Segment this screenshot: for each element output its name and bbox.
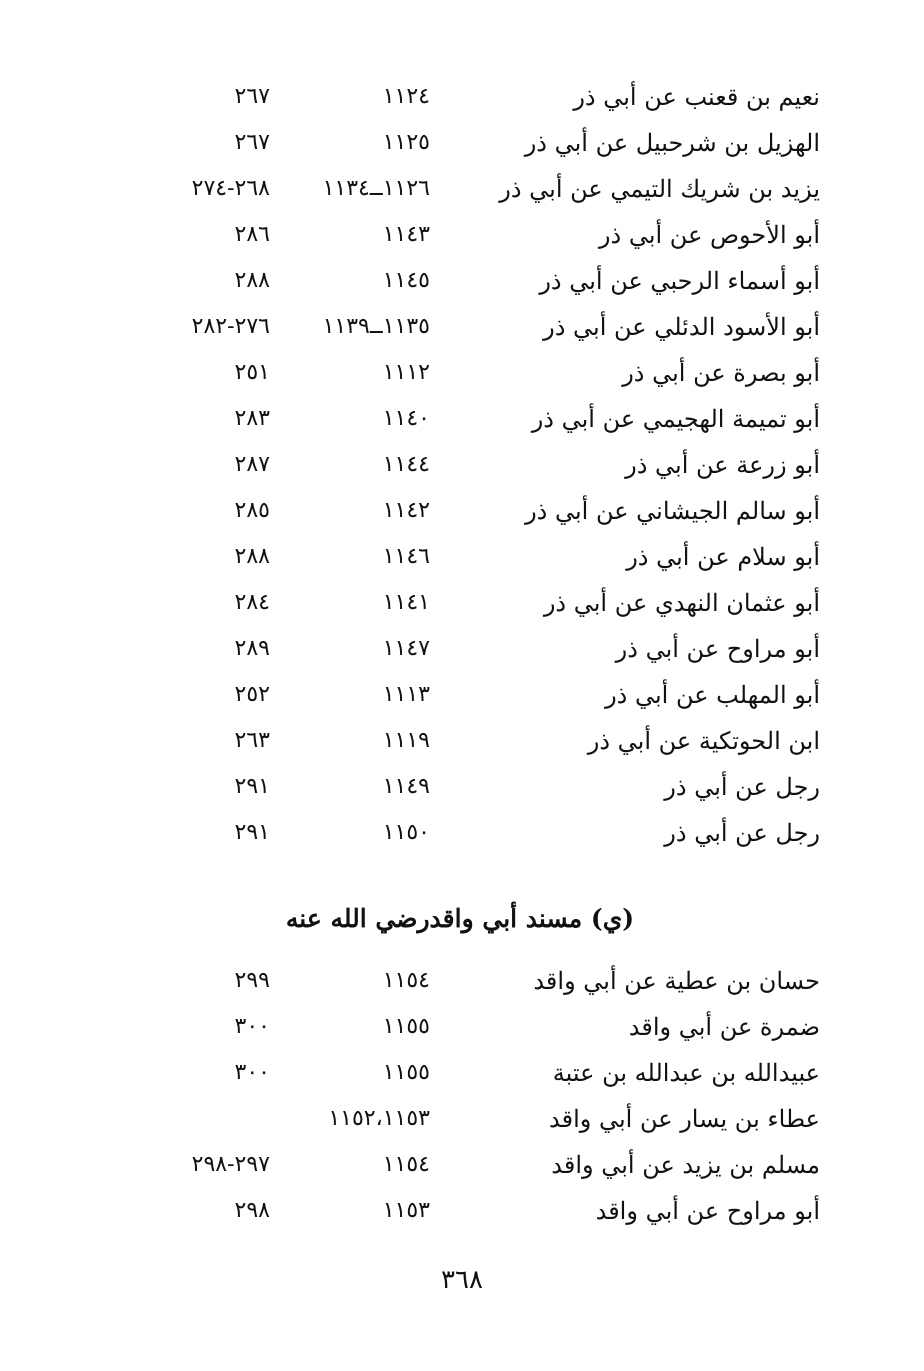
page-reference: ٢٩٨ [234, 1198, 270, 1223]
hadith-number: ١١٤٧ [382, 636, 430, 661]
hadith-number: ١١٣٥ــ١١٣٩ [322, 314, 430, 339]
hadith-number: ١١٥٤ [382, 1152, 430, 1177]
index-row [150, 396, 820, 442]
index-row [150, 764, 820, 810]
narrators-index-abu-dharr [150, 74, 820, 856]
hadith-number: ١١٥٠ [382, 820, 430, 845]
page-reference: ٢٨٣ [234, 406, 270, 431]
page-reference: ٢٨٤ [234, 590, 270, 615]
hadith-number: ١١٤٦ [382, 544, 430, 569]
narrator-chain: رجل عن أبي ذر [664, 819, 820, 847]
narrator-chain: أبو مراوح عن أبي ذر [615, 635, 820, 663]
index-row [150, 1096, 820, 1142]
narrator-chain: أبو تميمة الهجيمي عن أبي ذر [531, 405, 820, 433]
hadith-number: ١١٥٣ [382, 1198, 430, 1223]
hadith-number: ١١٤١ [382, 590, 430, 615]
index-row [150, 74, 820, 120]
hadith-number: ١١٥٥ [382, 1060, 430, 1085]
narrator-chain: أبو أسماء الرحبي عن أبي ذر [539, 267, 820, 295]
index-row [150, 350, 820, 396]
hadith-number: ١١٢٤ [382, 84, 430, 109]
narrator-chain: أبو المهلب عن أبي ذر [605, 681, 820, 709]
index-row [150, 1004, 820, 1050]
page-reference: ٢٨٦ [234, 222, 270, 247]
page-reference: ٢٦٧ [234, 130, 270, 155]
page-reference: ٢٨٩ [234, 636, 270, 661]
narrator-chain: أبو بصرة عن أبي ذر [622, 359, 820, 387]
hadith-number: ١١٢٦ــ١١٣٤ [322, 176, 430, 201]
narrator-chain: ابن الحوتكية عن أبي ذر [587, 727, 820, 755]
hadith-number: ١١٥٤ [382, 968, 430, 993]
index-row [150, 626, 820, 672]
narrator-chain: حسان بن عطية عن أبي واقد [533, 967, 820, 995]
narrators-index-abu-waqid [150, 958, 820, 1234]
index-row [150, 580, 820, 626]
hadith-number: ١١٤٩ [382, 774, 430, 799]
narrator-chain: الهزيل بن شرحبيل عن أبي ذر [524, 129, 820, 157]
narrator-chain: عطاء بن يسار عن أبي واقد [549, 1105, 820, 1133]
page-reference: ٢٥١ [234, 360, 270, 385]
index-row [150, 120, 820, 166]
index-row [150, 810, 820, 856]
hadith-number: ١١٤٣ [382, 222, 430, 247]
page-reference: ٣٠٠ [234, 1014, 270, 1039]
index-row [150, 534, 820, 580]
index-row [150, 304, 820, 350]
page-reference: ٢٦٧ [234, 84, 270, 109]
page-reference: ٢٨٥ [234, 498, 270, 523]
hadith-number: ١١١٢ [382, 360, 430, 385]
hadith-number: ١١٥٢،١١٥٣ [328, 1106, 430, 1131]
page-reference: ٢٧٦-٢٨٢ [191, 314, 270, 339]
page-reference: ٢٨٧ [234, 452, 270, 477]
index-row [150, 488, 820, 534]
narrator-chain: مسلم بن يزيد عن أبي واقد [551, 1151, 820, 1179]
hadith-number: ١١٤٥ [382, 268, 430, 293]
page-reference: ٢٩٧-٢٩٨ [191, 1152, 270, 1177]
page-reference: ٢٦٣ [234, 728, 270, 753]
hadith-number: ١١١٣ [382, 682, 430, 707]
index-row [150, 1188, 820, 1234]
hadith-number: ١١٥٥ [382, 1014, 430, 1039]
narrator-chain: أبو الأسود الدئلي عن أبي ذر [543, 313, 820, 341]
narrator-chain: عبيدالله بن عبدالله بن عتبة [552, 1059, 820, 1087]
page-reference: ٢٨٨ [234, 268, 270, 293]
narrator-chain: ضمرة عن أبي واقد [628, 1013, 820, 1041]
narrator-chain: أبو مراوح عن أبي واقد [595, 1197, 820, 1225]
hadith-number: ١١٢٥ [382, 130, 430, 155]
page-reference: ٢٩٩ [234, 968, 270, 993]
narrator-chain: رجل عن أبي ذر [664, 773, 820, 801]
index-row [150, 1050, 820, 1096]
hadith-number: ١١٤٤ [382, 452, 430, 477]
page-reference: ٢٨٨ [234, 544, 270, 569]
page-reference: ٢٦٨-٢٧٤ [191, 176, 270, 201]
section-heading: (ي) مسند أبي واقدرضي الله عنه [285, 904, 635, 933]
narrator-chain: أبو الأحوص عن أبي ذر [598, 221, 820, 249]
index-row [150, 258, 820, 304]
page-reference: ٣٠٠ [234, 1060, 270, 1085]
page-number: ٣٦٨ [441, 1265, 483, 1295]
narrator-chain: نعيم بن قعنب عن أبي ذر [573, 83, 820, 111]
narrator-chain: أبو عثمان النهدي عن أبي ذر [543, 589, 820, 617]
index-row [150, 958, 820, 1004]
page-reference: ٢٩١ [234, 820, 270, 845]
narrator-chain: أبو زرعة عن أبي ذر [625, 451, 820, 479]
index-row [150, 166, 820, 212]
hadith-number: ١١١٩ [382, 728, 430, 753]
narrator-chain: أبو سالم الجيشاني عن أبي ذر [525, 497, 820, 525]
page-reference: ٢٥٢ [234, 682, 270, 707]
hadith-number: ١١٤٢ [382, 498, 430, 523]
page-reference: ٢٩١ [234, 774, 270, 799]
hadith-number: ١١٤٠ [382, 406, 430, 431]
index-row [150, 672, 820, 718]
index-row [150, 718, 820, 764]
narrator-chain: يزيد بن شريك التيمي عن أبي ذر [499, 175, 820, 203]
index-row [150, 1142, 820, 1188]
index-row [150, 212, 820, 258]
index-row [150, 442, 820, 488]
narrator-chain: أبو سلام عن أبي ذر [626, 543, 820, 571]
